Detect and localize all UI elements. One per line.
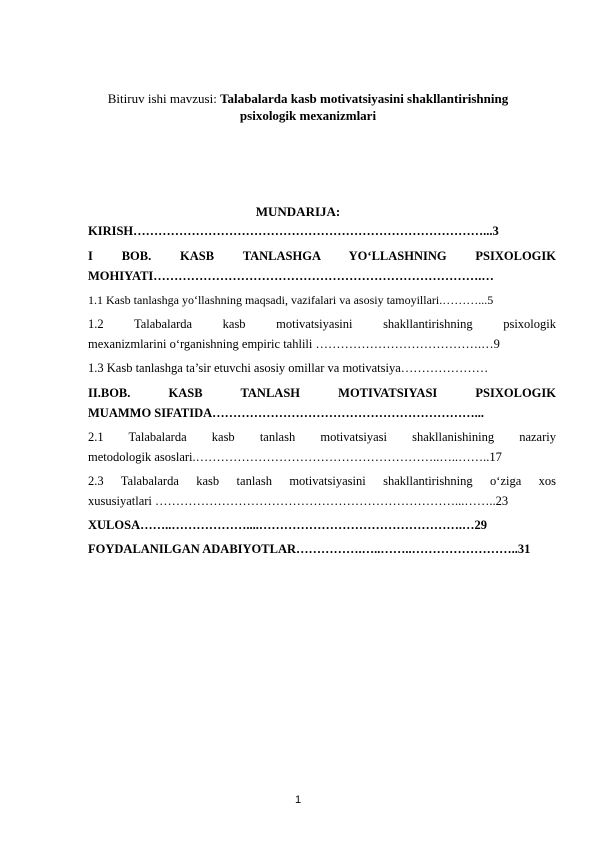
page-number: 1 — [294, 794, 302, 806]
toc-introduction: KIRISH…………………………………………………………………………...3 — [88, 224, 499, 238]
toc-chapter2-title-line2: MUAMMO SIFATIDA………………………………………………………... — [88, 406, 485, 420]
toc-section-2-3-line2: xususiyatlari ………………………………………………………………...……..23 — [88, 494, 509, 508]
contents-heading: MUNDARIJA: — [255, 204, 341, 219]
toc-references: FOYDALANILGAN ADABIYOTLAR…………….…..……..……………………..31 — [88, 542, 531, 556]
topic-title-line2: psixologik mexanizmlari — [239, 108, 377, 123]
toc-chapter2-title-line1: II.BOB. KASB TANLASH MOTIVATSIYASI PSIXOLOGIK — [88, 386, 556, 400]
toc-section-2-3-line1: 2.3 Talabalarda kasb tanlash motivatsiyasini shakllantirishning o‘ziga xos — [88, 474, 556, 488]
toc-section-1-2-line2: mexanizmlarini o‘rganishning empiric tahlili ………………………………….…9 — [88, 337, 500, 351]
toc-section-2-1-line1: 2.1 Talabalarda kasb tanlash motivatsiyasi shakllanishining nazariy — [88, 430, 556, 444]
toc-chapter1-title-line2: MOHIYATI…………………………………………………………………….… — [88, 269, 494, 283]
toc-conclusion: XULOSA……..………………....………………………………………….…29 — [88, 518, 487, 532]
toc-chapter1-title-line1: I BOB. KASB TANLASHGA YO‘LLASHNING PSIXOLOGIK — [88, 249, 556, 263]
toc-section-1-1: 1.1 Kasb tanlashga yo‘llashning maqsadi, vazifalari va asosiy tamoyillari.………...5 — [88, 293, 494, 307]
toc-section-1-3: 1.3 Kasb tanlashga ta’sir etuvchi asosiy omillar va motivatsiya………………… — [88, 361, 489, 375]
topic-prefix: Bitiruv ishi mavzusi: — [107, 91, 221, 106]
toc-section-1-2-line1: 1.2 Talabalarda kasb motivatsiyasini shakllantirishning psixologik — [88, 317, 556, 331]
toc-section-2-1-line2: metodologik asoslari.…………………………………………………..…..……..17 — [88, 450, 502, 464]
topic-title-line1: Talabalarda kasb motivatsiyasini shakllantirishning — [220, 91, 509, 106]
thesis-topic — [88, 90, 528, 124]
